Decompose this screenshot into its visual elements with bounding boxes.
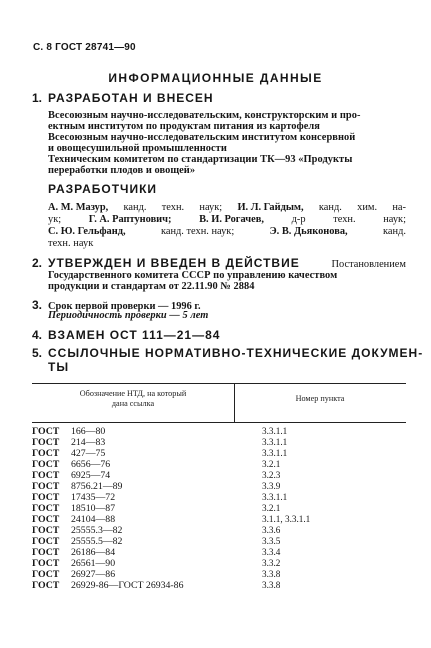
row-item-number: 3.3.4 [262, 547, 281, 557]
developer-word: канд. [123, 202, 147, 213]
section-2-number: 2. [32, 256, 43, 270]
row-doc-number: 25555.3—82 [71, 525, 123, 536]
table-row [32, 503, 406, 514]
section-4-title: ВЗАМЕН ОСТ 111—21—84 [48, 328, 221, 342]
row-doc-number: 26927—86 [71, 569, 116, 580]
row-item-number: 3.3.1.1 [262, 448, 288, 458]
table-row [32, 569, 406, 580]
developer-name: И. Л. Гайдым, [237, 202, 304, 213]
row-doc-prefix: ГОСТ [32, 525, 60, 536]
developer-name: Г. А. Раптунович; [88, 214, 172, 225]
developer-word: канд. [318, 202, 342, 213]
developer-word: наук; [199, 202, 223, 213]
row-item-number: 3.3.6 [262, 525, 281, 535]
developer-word: ук; [48, 214, 62, 225]
developer-word: наук; [383, 214, 406, 225]
row-doc-number: 25555.5—82 [71, 536, 123, 547]
row-item-number: 3.3.9 [262, 481, 281, 491]
section-1-line: переработки плодов и овощей» [48, 165, 196, 176]
table-header-document-line: Обозначение НТД, на который [79, 389, 187, 398]
row-doc-number: 26561—90 [71, 558, 116, 569]
section-2-heading [32, 256, 406, 270]
row-doc-number: 166—80 [71, 426, 106, 437]
row-item-number: 3.3.5 [262, 536, 281, 546]
row-item-number: 3.3.2 [262, 558, 281, 568]
developer-word: д-р [291, 214, 306, 225]
section-4-heading [32, 328, 220, 342]
table-row [32, 481, 406, 492]
section-1-line: ектным институтом по продуктам питания из картофеля [48, 121, 320, 132]
table-header-item: Номер пункта [295, 394, 345, 403]
section-2-line: Государственного комитета СССР по управлению качеством [48, 270, 338, 281]
section-2-title: УТВЕРЖДЕН И ВВЕДЕН В ДЕЙСТВИЕ [48, 256, 300, 270]
row-doc-number: 17435—72 [71, 492, 116, 503]
row-doc-number: 24104—88 [71, 514, 116, 525]
developer-name: С. Ю. Гельфанд, [48, 226, 126, 237]
table-row [32, 525, 406, 536]
section-5-heading [32, 346, 423, 360]
row-item-number: 3.1.1, 3.3.1.1 [262, 514, 311, 524]
section-3-number: 3. [32, 298, 43, 312]
section-3-first-review: Срок первой проверки — 1996 г. [48, 301, 201, 312]
row-item-number: 3.2.1 [262, 459, 281, 469]
developer-word: хим. [357, 202, 378, 213]
section-1-line: Всесоюзным научно-исследовательским, конструкторским и про- [48, 110, 361, 121]
row-doc-number: 26186—84 [71, 547, 116, 558]
row-doc-prefix: ГОСТ [32, 558, 60, 569]
row-doc-prefix: ГОСТ [32, 481, 60, 492]
row-item-number: 3.3.8 [262, 569, 281, 579]
table-header-document-line: дана ссылка [111, 399, 155, 408]
row-item-number: 3.3.1.1 [262, 492, 288, 502]
developers-line [48, 226, 406, 237]
row-doc-prefix: ГОСТ [32, 437, 60, 448]
section-1-line: Техническим комитетом по стандартизации ТК—93 «Продукты [48, 154, 353, 165]
row-doc-number: 6656—76 [71, 459, 111, 470]
section-5-title-continuation: ТЫ [48, 360, 70, 374]
row-doc-number: 427—75 [71, 448, 106, 459]
section-5-number: 5. [32, 346, 43, 360]
table-top-rule [32, 383, 406, 384]
section-1-line: Всесоюзным научно-исследовательским институтом консервной [48, 132, 356, 143]
developers-heading: РАЗРАБОТЧИКИ [48, 182, 158, 196]
row-doc-prefix: ГОСТ [32, 470, 60, 481]
developer-word: канд. [383, 226, 406, 237]
table-row [32, 492, 406, 503]
developer-word: на- [392, 202, 406, 213]
developer-name: Э. В. Дьяконова, [269, 226, 348, 237]
developer-word: канд. техн. наук; [160, 226, 235, 237]
developer-name: А. М. Мазур, [48, 202, 109, 213]
row-doc-prefix: ГОСТ [32, 459, 60, 470]
table-column-divider [234, 383, 235, 422]
table-header-document [48, 389, 218, 409]
row-item-number: 3.3.1.1 [262, 437, 288, 447]
developer-name: В. И. Рогачев, [199, 214, 264, 225]
section-1-line: и овощесушильной промышленности [48, 143, 227, 154]
developer-word: техн. [161, 202, 185, 213]
row-doc-prefix: ГОСТ [32, 503, 60, 514]
section-4-number: 4. [32, 328, 43, 342]
row-doc-number: 8756.21—89 [71, 481, 123, 492]
row-doc-number: 214—83 [71, 437, 106, 448]
developers-line: техн. наук [48, 238, 94, 249]
table-row [32, 547, 406, 558]
table-row [32, 580, 406, 591]
page-header: С. 8 ГОСТ 28741—90 [33, 42, 136, 53]
row-doc-prefix: ГОСТ [32, 580, 60, 591]
document-title: ИНФОРМАЦИОННЫЕ ДАННЫЕ [108, 71, 323, 85]
developers-line [48, 214, 406, 225]
section-5-title: ССЫЛОЧНЫЕ НОРМАТИВНО-ТЕХНИЧЕСКИЕ ДОКУМЕН- [48, 346, 424, 360]
row-item-number: 3.2.3 [262, 470, 281, 480]
row-doc-prefix: ГОСТ [32, 547, 60, 558]
table-row [32, 448, 406, 459]
developer-word: техн. [333, 214, 356, 225]
section-2-line: продукции и стандартам от 22.11.90 № 2884 [48, 281, 255, 292]
row-doc-prefix: ГОСТ [32, 492, 60, 503]
section-2-title-tail: Постановлением [331, 259, 406, 270]
table-row [32, 536, 406, 547]
table-row [32, 437, 406, 448]
row-doc-prefix: ГОСТ [32, 448, 60, 459]
section-1-heading [32, 91, 214, 105]
row-doc-number: 18510—87 [71, 503, 116, 514]
row-doc-prefix: ГОСТ [32, 514, 60, 525]
table-header-rule [32, 422, 406, 423]
section-1-number: 1. [32, 91, 43, 105]
table-row [32, 558, 406, 569]
row-item-number: 3.3.8 [262, 580, 281, 590]
section-3-periodicity: Периодичность проверки — 5 лет [48, 310, 209, 321]
developers-line [48, 202, 406, 213]
row-item-number: 3.3.1.1 [262, 426, 288, 436]
row-doc-prefix: ГОСТ [32, 536, 60, 547]
row-doc-prefix: ГОСТ [32, 569, 60, 580]
row-doc-number: 6925—74 [71, 470, 111, 481]
table-row [32, 426, 406, 437]
row-doc-prefix: ГОСТ [32, 426, 60, 437]
row-item-number: 3.2.1 [262, 503, 281, 513]
table-row [32, 459, 406, 470]
table-row [32, 470, 406, 481]
row-doc-number: 26929-86—ГОСТ 26934-86 [71, 580, 184, 591]
section-1-title: РАЗРАБОТАН И ВНЕСЕН [48, 91, 214, 105]
table-row [32, 514, 406, 525]
